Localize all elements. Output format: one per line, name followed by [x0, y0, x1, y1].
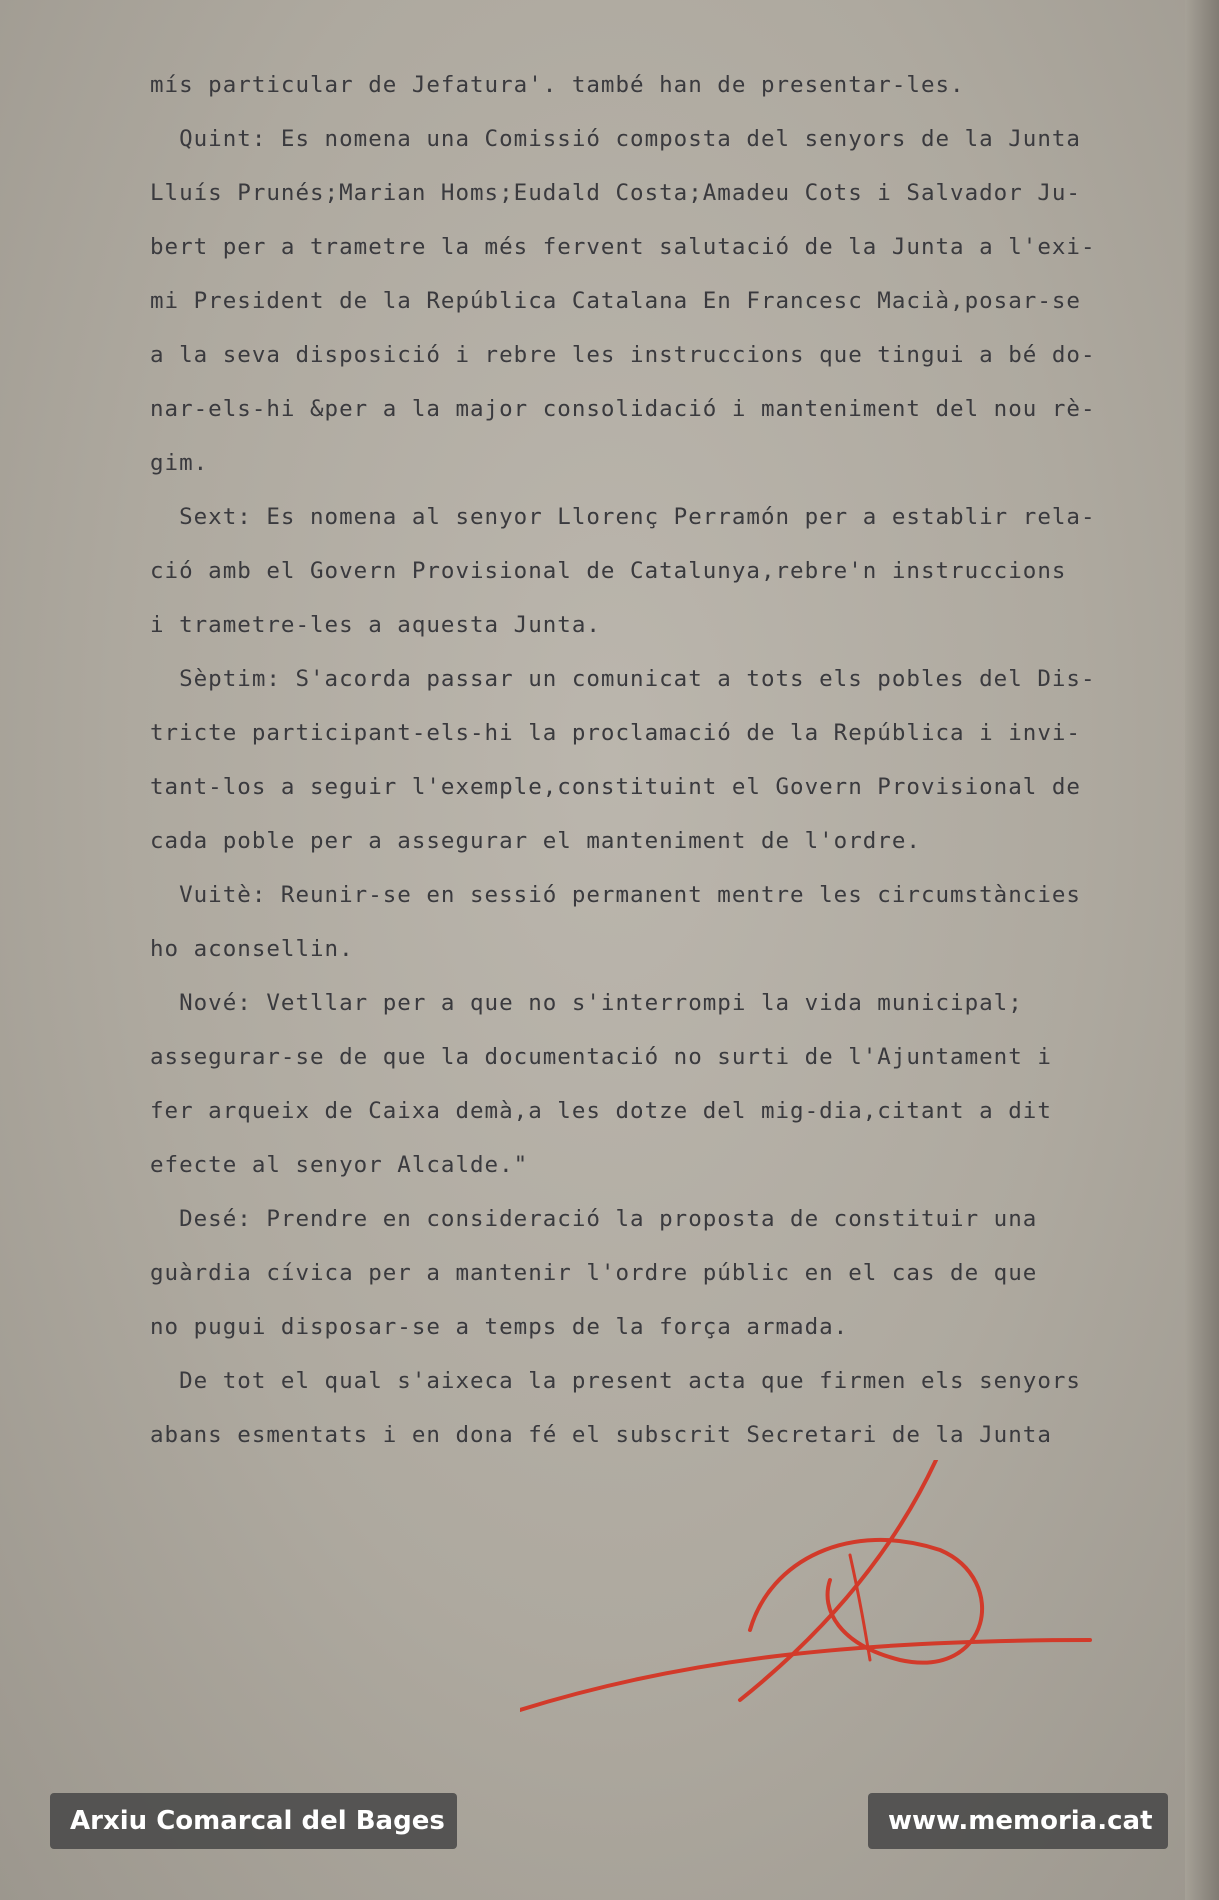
text-line: Lluís Prunés;Marian Homs;Eudald Costa;Amadeu Cots i Salvador Ju-	[150, 180, 1081, 206]
text-line: De tot el qual s'aixeca la present acta que firmen els senyors	[150, 1368, 1081, 1394]
text-line: no pugui disposar-se a temps de la força armada.	[150, 1314, 849, 1340]
text-line: assegurar-se de que la documentació no surti de l'Ajuntament i	[150, 1044, 1052, 1070]
text-line: fer arqueix de Caixa demà,a les dotze del mig-dia,citant a dit	[150, 1098, 1052, 1124]
text-line: Nové: Vetllar per a que no s'interrompi la vida municipal;	[150, 990, 1023, 1016]
text-line: bert per a trametre la més fervent salutació de la Junta a l'exi-	[150, 234, 1096, 260]
text-line: i trametre-les a aquesta Junta.	[150, 612, 601, 638]
text-line: ció amb el Govern Provisional de Catalunya,rebre'n instruccions	[150, 558, 1067, 584]
text-line: gim.	[150, 450, 209, 476]
website-watermark: www.memoria.cat	[868, 1793, 1168, 1849]
text-line: tant-los a seguir l'exemple,constituint el Govern Provisional de	[150, 774, 1081, 800]
text-line: mís particular de Jefatura'. també han de presentar-les.	[150, 72, 965, 98]
text-line: Quint: Es nomena una Comissió composta del senyors de la Junta	[150, 126, 1081, 152]
text-line: a la seva disposició i rebre les instruccions que tingui a bé do-	[150, 342, 1096, 368]
text-line: Desé: Prendre en consideració la proposta de constituir una	[150, 1206, 1038, 1232]
text-line: abans esmentats i en dona fé el subscrit Secretari de la Junta	[150, 1422, 1052, 1448]
text-line: efecte al senyor Alcalde."	[150, 1152, 529, 1178]
text-line: ho aconsellin.	[150, 936, 354, 962]
red-signature	[520, 1460, 1120, 1740]
text-line: tricte participant-els-hi la proclamació de la República i invi-	[150, 720, 1081, 746]
text-line: mi President de la República Catalana En Francesc Macià,posar-se	[150, 288, 1081, 314]
typewritten-text	[150, 58, 1200, 1462]
text-line: nar-els-hi &per a la major consolidació i manteniment del nou rè-	[150, 396, 1096, 422]
text-line: Vuitè: Reunir-se en sessió permanent mentre les circumstàncies	[150, 882, 1081, 908]
text-line: Sèptim: S'acorda passar un comunicat a tots els pobles del Dis-	[150, 666, 1096, 692]
text-line: guàrdia cívica per a mantenir l'ordre públic en el cas de que	[150, 1260, 1038, 1286]
text-line: cada poble per a assegurar el manteniment de l'ordre.	[150, 828, 921, 854]
text-line: Sext: Es nomena al senyor Llorenç Perramón per a establir rela-	[150, 504, 1096, 530]
archive-watermark: Arxiu Comarcal del Bages	[50, 1793, 457, 1849]
